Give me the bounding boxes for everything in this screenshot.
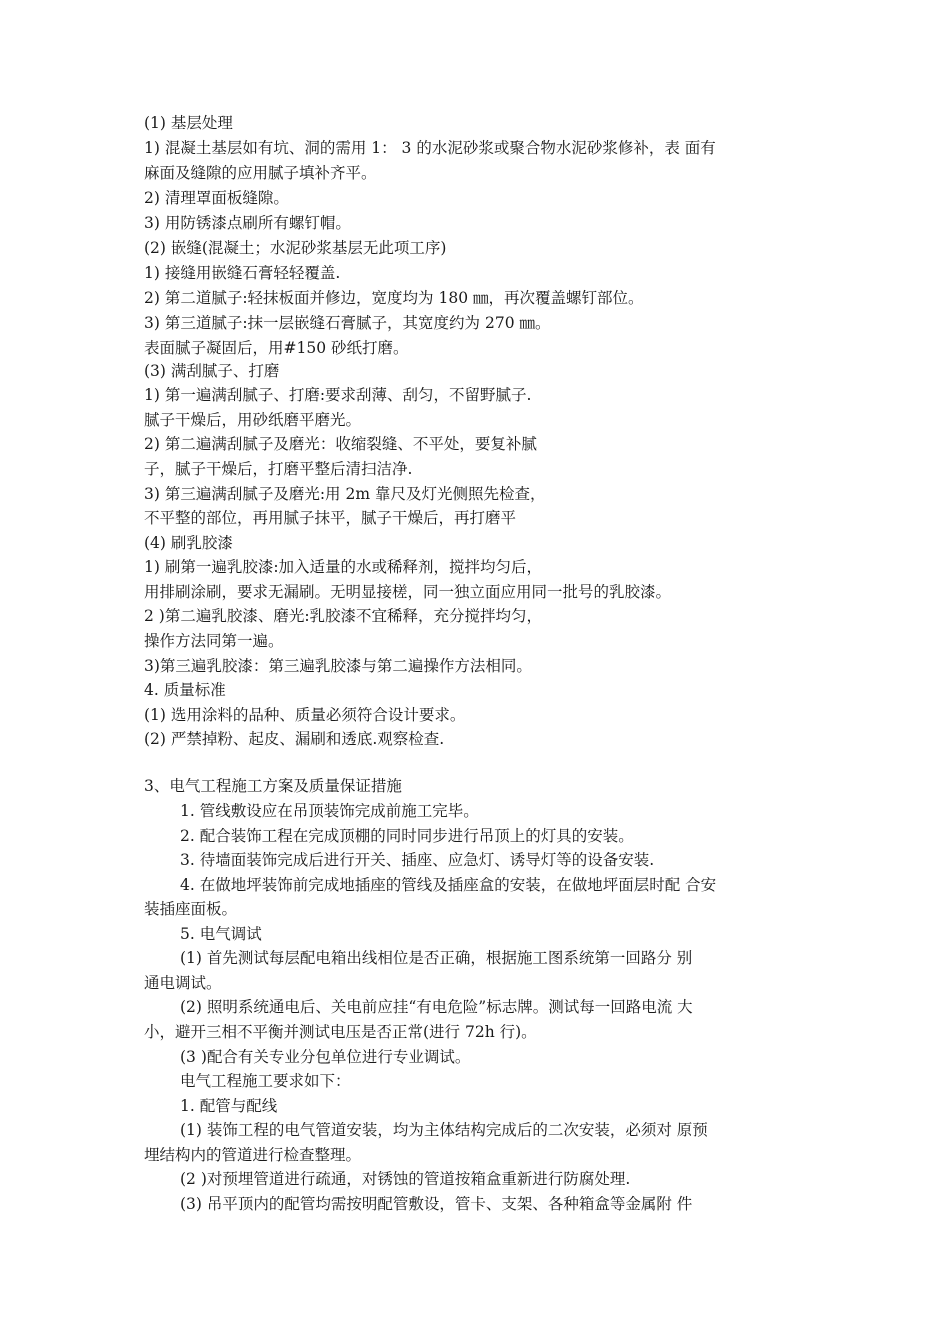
text-line: (2) 嵌缝(混凝土；水泥砂浆基层无此项工序): [144, 239, 447, 257]
text-line: 1) 刷第一遍乳胶漆:加入适量的水或稀释剂，搅拌均匀后，: [144, 558, 543, 576]
text-line: 2 )第二遍乳胶漆、磨光:乳胶漆不宜稀释，充分搅拌均匀，: [144, 607, 543, 625]
text-line: (3 )配合有关专业分包单位进行专业调试。: [180, 1048, 471, 1066]
text-line: 1) 混凝土基层如有坑、洞的需用 1： 3 的水泥砂浆或聚合物水泥砂浆修补，表 面有: [144, 139, 716, 157]
text-line: 2) 第二道腻子:轻抹板面并修边，宽度均为 180 ㎜，再次覆盖螺钉部位。: [144, 289, 644, 307]
text-line: 3) 第三道腻子:抹一层嵌缝石膏腻子，其宽度约为 270 ㎜。: [144, 314, 551, 332]
text-line: 埋结构内的管道进行检查整理。: [144, 1146, 362, 1164]
text-line: 4. 质量标准: [144, 681, 226, 699]
text-line: 1. 管线敷设应在吊顶装饰完成前施工完毕。: [180, 802, 479, 820]
text-line: 用排刷涂刷，要求无漏刷。无明显接槎，同一独立面应用同一批号的乳胶漆。: [144, 583, 672, 601]
text-line: (1) 首先测试每层配电箱出线相位是否正确，根据施工图系统第一回路分 别: [180, 949, 693, 967]
section-heading: 3、电气工程施工方案及质量保证措施: [144, 777, 402, 795]
text-line: (4) 刷乳胶漆: [144, 534, 233, 552]
text-line: 1) 接缝用嵌缝石膏轻轻覆盖.: [144, 264, 341, 282]
text-line: 装插座面板。: [144, 900, 238, 918]
text-line: 4. 在做地坪装饰前完成地插座的管线及插座盒的安装，在做地坪面层时配 合安: [180, 876, 717, 894]
text-line: (2) 严禁掉粉、起皮、漏刷和透底.观察检查.: [144, 730, 445, 748]
text-line: 3)第三遍乳胶漆：第三遍乳胶漆与第二遍操作方法相同。: [144, 657, 532, 675]
text-line: 3) 第三遍满刮腻子及磨光:用 2m 靠尺及灯光侧照先检查，: [144, 485, 546, 503]
text-line: (1) 装饰工程的电气管道安装，均为主体结构完成后的二次安装，必须对 原预: [180, 1121, 708, 1139]
text-line: 不平整的部位，再用腻子抹平，腻子干燥后，再打磨平: [144, 509, 517, 527]
text-line: 2) 第二遍满刮腻子及磨光：收缩裂缝、不平处，要复补腻: [144, 435, 537, 453]
text-line: 子，腻子干燥后，打磨平整后清扫洁净.: [144, 460, 413, 478]
text-line: 腻子干燥后，用砂纸磨平磨光。: [144, 411, 362, 429]
text-line: (2) 照明系统通电后、关电前应挂“有电危险”标志牌。测试每一回路电流 大: [180, 998, 693, 1016]
text-line: 2. 配合装饰工程在完成顶棚的同时同步进行吊顶上的灯具的安装。: [180, 827, 634, 845]
text-line: 3. 待墙面装饰完成后进行开关、插座、应急灯、诱导灯等的设备安装.: [180, 851, 655, 869]
text-line: (3) 满刮腻子、打磨: [144, 362, 280, 380]
text-line: 1) 第一遍满刮腻子、打磨:要求刮薄、刮匀，不留野腻子.: [144, 386, 532, 404]
text-line: (1) 基层处理: [144, 114, 233, 132]
text-line: 2) 清理罩面板缝隙。: [144, 189, 289, 207]
text-line: 麻面及缝隙的应用腻子填补齐平。: [144, 164, 377, 182]
text-line: 3) 用防锈漆点刷所有螺钉帽。: [144, 214, 351, 232]
text-line: (3) 吊平顶内的配管均需按明配管敷设，管卡、支架、各种箱盒等金属附 件: [180, 1195, 693, 1213]
text-line: 操作方法同第一遍。: [144, 632, 284, 650]
text-line: 5. 电气调试: [180, 925, 262, 943]
text-line: (1) 选用涂料的品种、质量必须符合设计要求。: [144, 706, 466, 724]
text-line: 表面腻子凝固后，用#150 砂纸打磨。: [144, 339, 409, 357]
text-line: 1. 配管与配线: [180, 1097, 278, 1115]
text-line: 小，避开三相不平衡并测试电压是否正常(进行 72h 行)。: [144, 1023, 537, 1041]
text-line: 通电调试。: [144, 974, 222, 992]
text-line: 电气工程施工要求如下：: [180, 1072, 351, 1090]
text-line: (2 )对预埋管道进行疏通，对锈蚀的管道按箱盒重新进行防腐处理.: [180, 1170, 631, 1188]
